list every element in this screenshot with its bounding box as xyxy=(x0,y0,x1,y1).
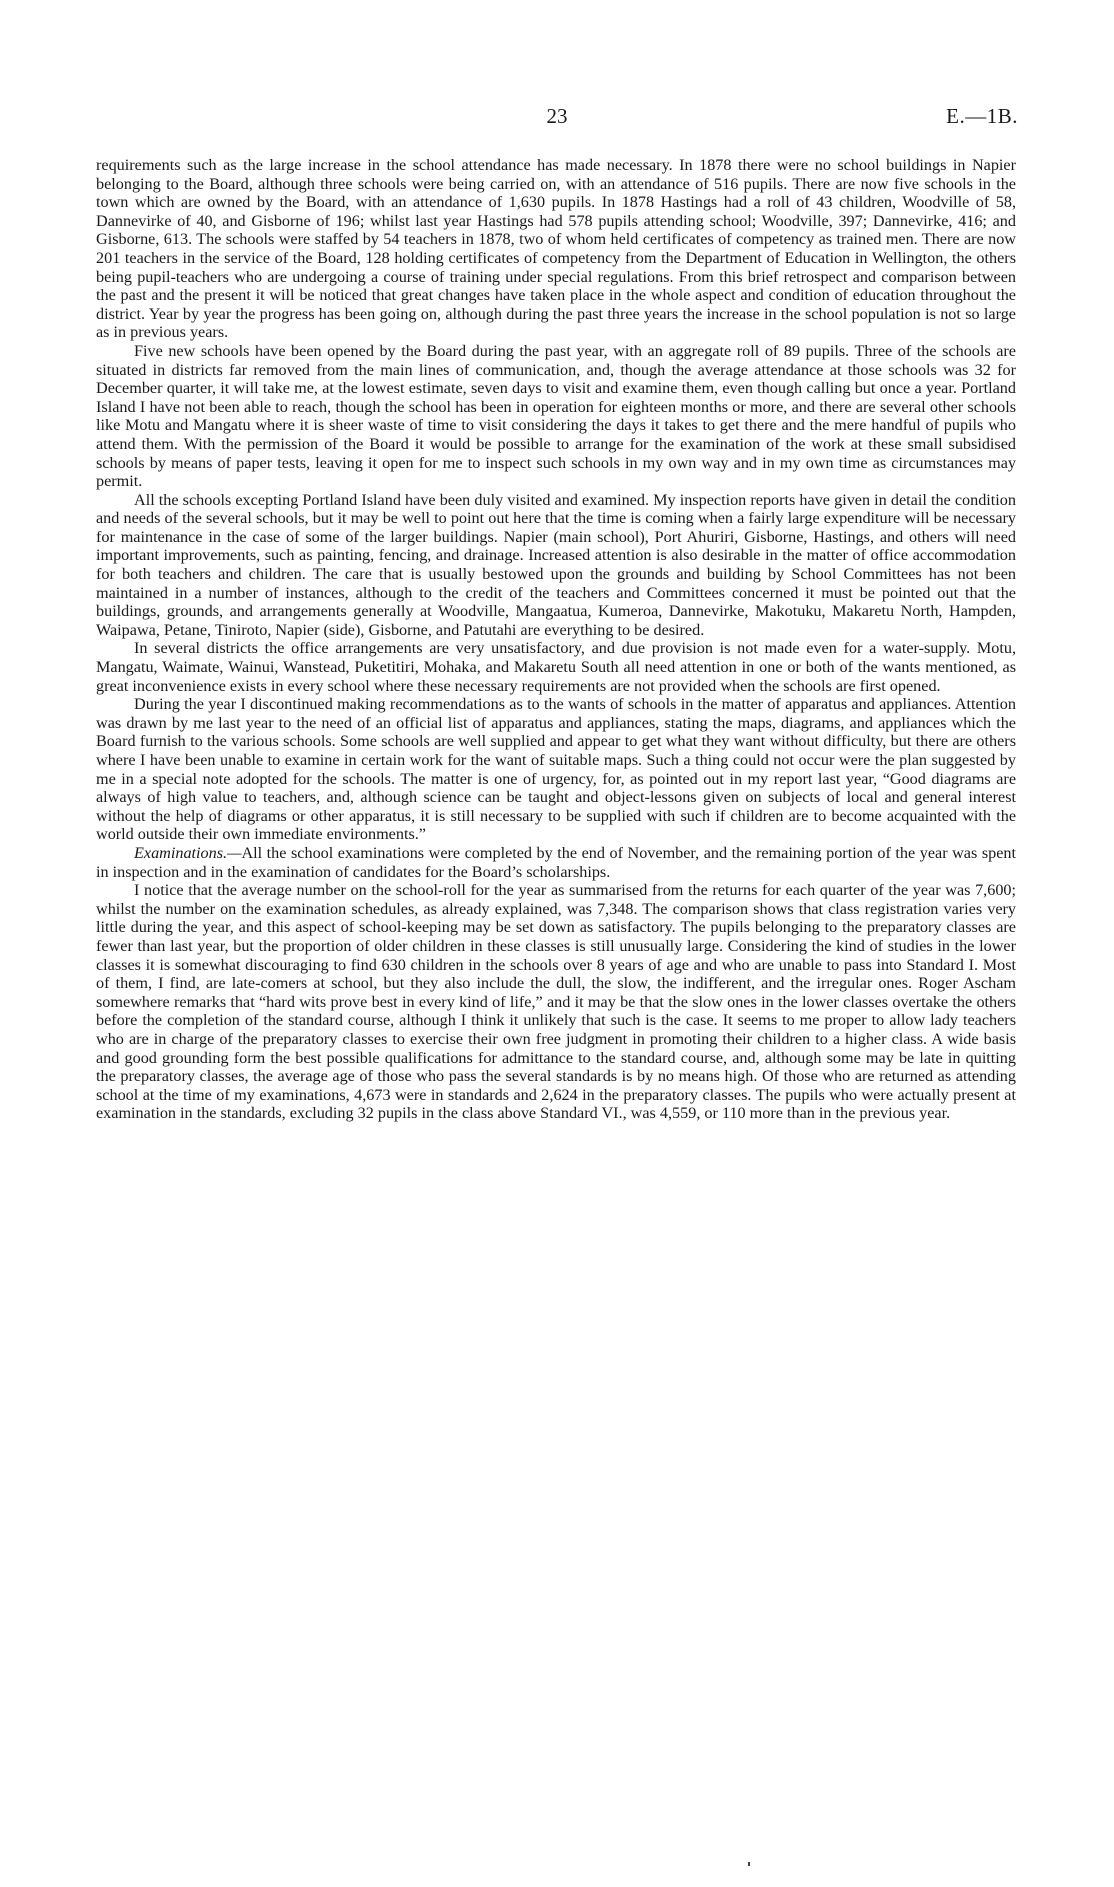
paragraph: All the schools excepting Portland Island have been duly visited and examined. My inspection reports have given in detail the condition and needs of the several schools, but it may be well to point out here that the time is coming when a fairly large expenditure will be necessary for maintenance in the case of some of the larger buildings. Napier (main school), Port Ahuriri, Gisborne, Hastings, and others will need important improvements, such as painting, fencing, and drainage. Increased attention is also desirable in the matter of office accommodation for both teachers and children. The care that is usually bestowed upon the grounds and building by School Committees has not been maintained in a number of instances, although to the credit of the teachers and Committees concerned it must be pointed out that the buildings, grounds, and arrangements generally at Woodville, Mangaatua, Kumeroa, Dannevirke, Makotuku, Makaretu North, Hampden, Waipawa, Petane, Tiniroto, Napier (side), Gisborne, and Patutahi are everything to be desired. xyxy=(96,490,1016,639)
paragraph: In several districts the office arrangements are very unsatisfactory, and due provision is not made even for a water-supply. Motu, Mangatu, Waimate, Wainui, Wanstead, Puketitiri, Mohaka, and Makaretu South all need attention in one or both of the wants mentioned, as great inconvenience exists in every school where these necessary requirements are not provided when the schools are first opened. xyxy=(96,639,1016,695)
paragraph-text: All the school examinations were completed by the end of November, and the remaining portion of the year was spent in inspection and in the examination of candidates for the Board’s scholarships. xyxy=(96,843,1016,881)
document-reference: E.—1B. xyxy=(946,104,1018,128)
page-number: 23 xyxy=(546,104,568,128)
paragraph: Five new schools have been opened by the Board during the past year, with an aggregate roll of 89 pupils. Three of the schools are situated in districts far removed from the main lines of communication, and, though the average attendance at those schools was 32 for December quarter, it will take me, at the lowest estimate, seven days to visit and examine them, even though calling but once a year. Portland Island I have not been able to reach, though the school has been in operation for eighteen months or more, and there are several other schools like Motu and Mangatu where it is sheer waste of time to visit considering the days it takes to get there and the mere handful of pupils who attend them. With the permission of the Board it would be possible to arrange for the examination of the work at these small subsidised schools by means of paper tests, leaving it open for me to inspect such schools in my own way and in my own time as circumstances may permit. xyxy=(96,341,1016,491)
paragraph: During the year I discontinued making recommendations as to the wants of schools in the matter of apparatus and appliances. Attention was drawn by me last year to the need of an official list of apparatus and appliances, stating the maps, diagrams, and appliances which the Board furnish to the various schools. Some schools are well supplied and appear to get what they want without difficulty, but there are others where I have been unable to examine in certain work for the want of suitable maps. Such a thing could not occur were the plan suggested by me in a special note adopted for the schools. The matter is one of urgency, for, as pointed out in my report last year, “Good diagrams are always of high value to teachers, and, although science can be taught and object-lessons given on subjects of local and general interest without the help of diagrams or other apparatus, it is still necessary to be supplied with such if children are to become acquainted with the world outside their own immediate environments.” xyxy=(96,695,1016,844)
print-mark xyxy=(748,1862,750,1866)
body-text xyxy=(96,156,1016,1123)
paragraph: I notice that the average number on the school-roll for the year as summarised from the returns for each quarter of the year was 7,600; whilst the number on the examination schedules, as already explained, was 7,348. The comparison shows that class registration varies very little during the year, and this aspect of school-keeping may be set down as satisfactory. The pupils belonging to the preparatory classes are fewer than last year, but the proportion of older children in these classes is still unusually large. Considering the kind of studies in the lower classes it is somewhat discouraging to find 630 children in the schools over 8 years of age and who are unable to pass into Standard I. Most of them, I find, are late-comers at school, but they also include the dull, the slow, the indifferent, and the irregular ones. Roger Ascham somewhere remarks that “hard wits prove best in every kind of life,” and it may be that the slow ones in the lower classes overtake the others before the completion of the standard course, although I think it unlikely that such is the case. It seems to me proper to allow lady teachers who are in charge of the preparatory classes to exercise their own free judgment in promoting their children to a higher class. A wide basis and good grounding form the best possible qualifications for admittance to the standard course, and, although some may be late in quitting the preparatory classes, the average age of those who pass the several standards is by no means high. Of those who are returned as attending school at the time of my examinations, 4,673 were in standards and 2,624 in the preparatory classes. The pupils who were actually present at examination in the standards, excluding 32 pupils in the class above Standard VI., was 4,559, or 110 more than in the previous year. xyxy=(96,881,1016,1123)
paragraph: requirements such as the large increase in the school attendance has made necessary. In 1878 there were no school buildings in Napier belonging to the Board, although three schools were being carried on, with an attendance of 516 pupils. There are now five schools in the town which are owned by the Board, with an attendance of 1,630 pupils. In 1878 Hastings had a roll of 43 children, Woodville of 58, Dannevirke of 40, and Gisborne of 196; whilst last year Hastings had 578 pupils attending school; Woodville, 397; Dannevirke, 416; and Gisborne, 613. The schools were staffed by 54 teachers in 1878, two of whom held certificates of competency as trained men. There are now 201 teachers in the service of the Board, 128 holding certificates of competency from the Department of Education in Wellington, the others being pupil-teachers who are undergoing a course of training under special regulations. From this brief retrospect and comparison between the past and the present it will be noticed that great changes have taken place in the whole aspect and condition of education throughout the district. Year by year the progress has been going on, although during the past three years the increase in the school population is not so large as in previous years. xyxy=(96,156,1016,342)
section-heading: Examinations.— xyxy=(134,843,242,862)
paragraph-examinations xyxy=(96,844,1016,881)
page-header xyxy=(96,104,1018,134)
